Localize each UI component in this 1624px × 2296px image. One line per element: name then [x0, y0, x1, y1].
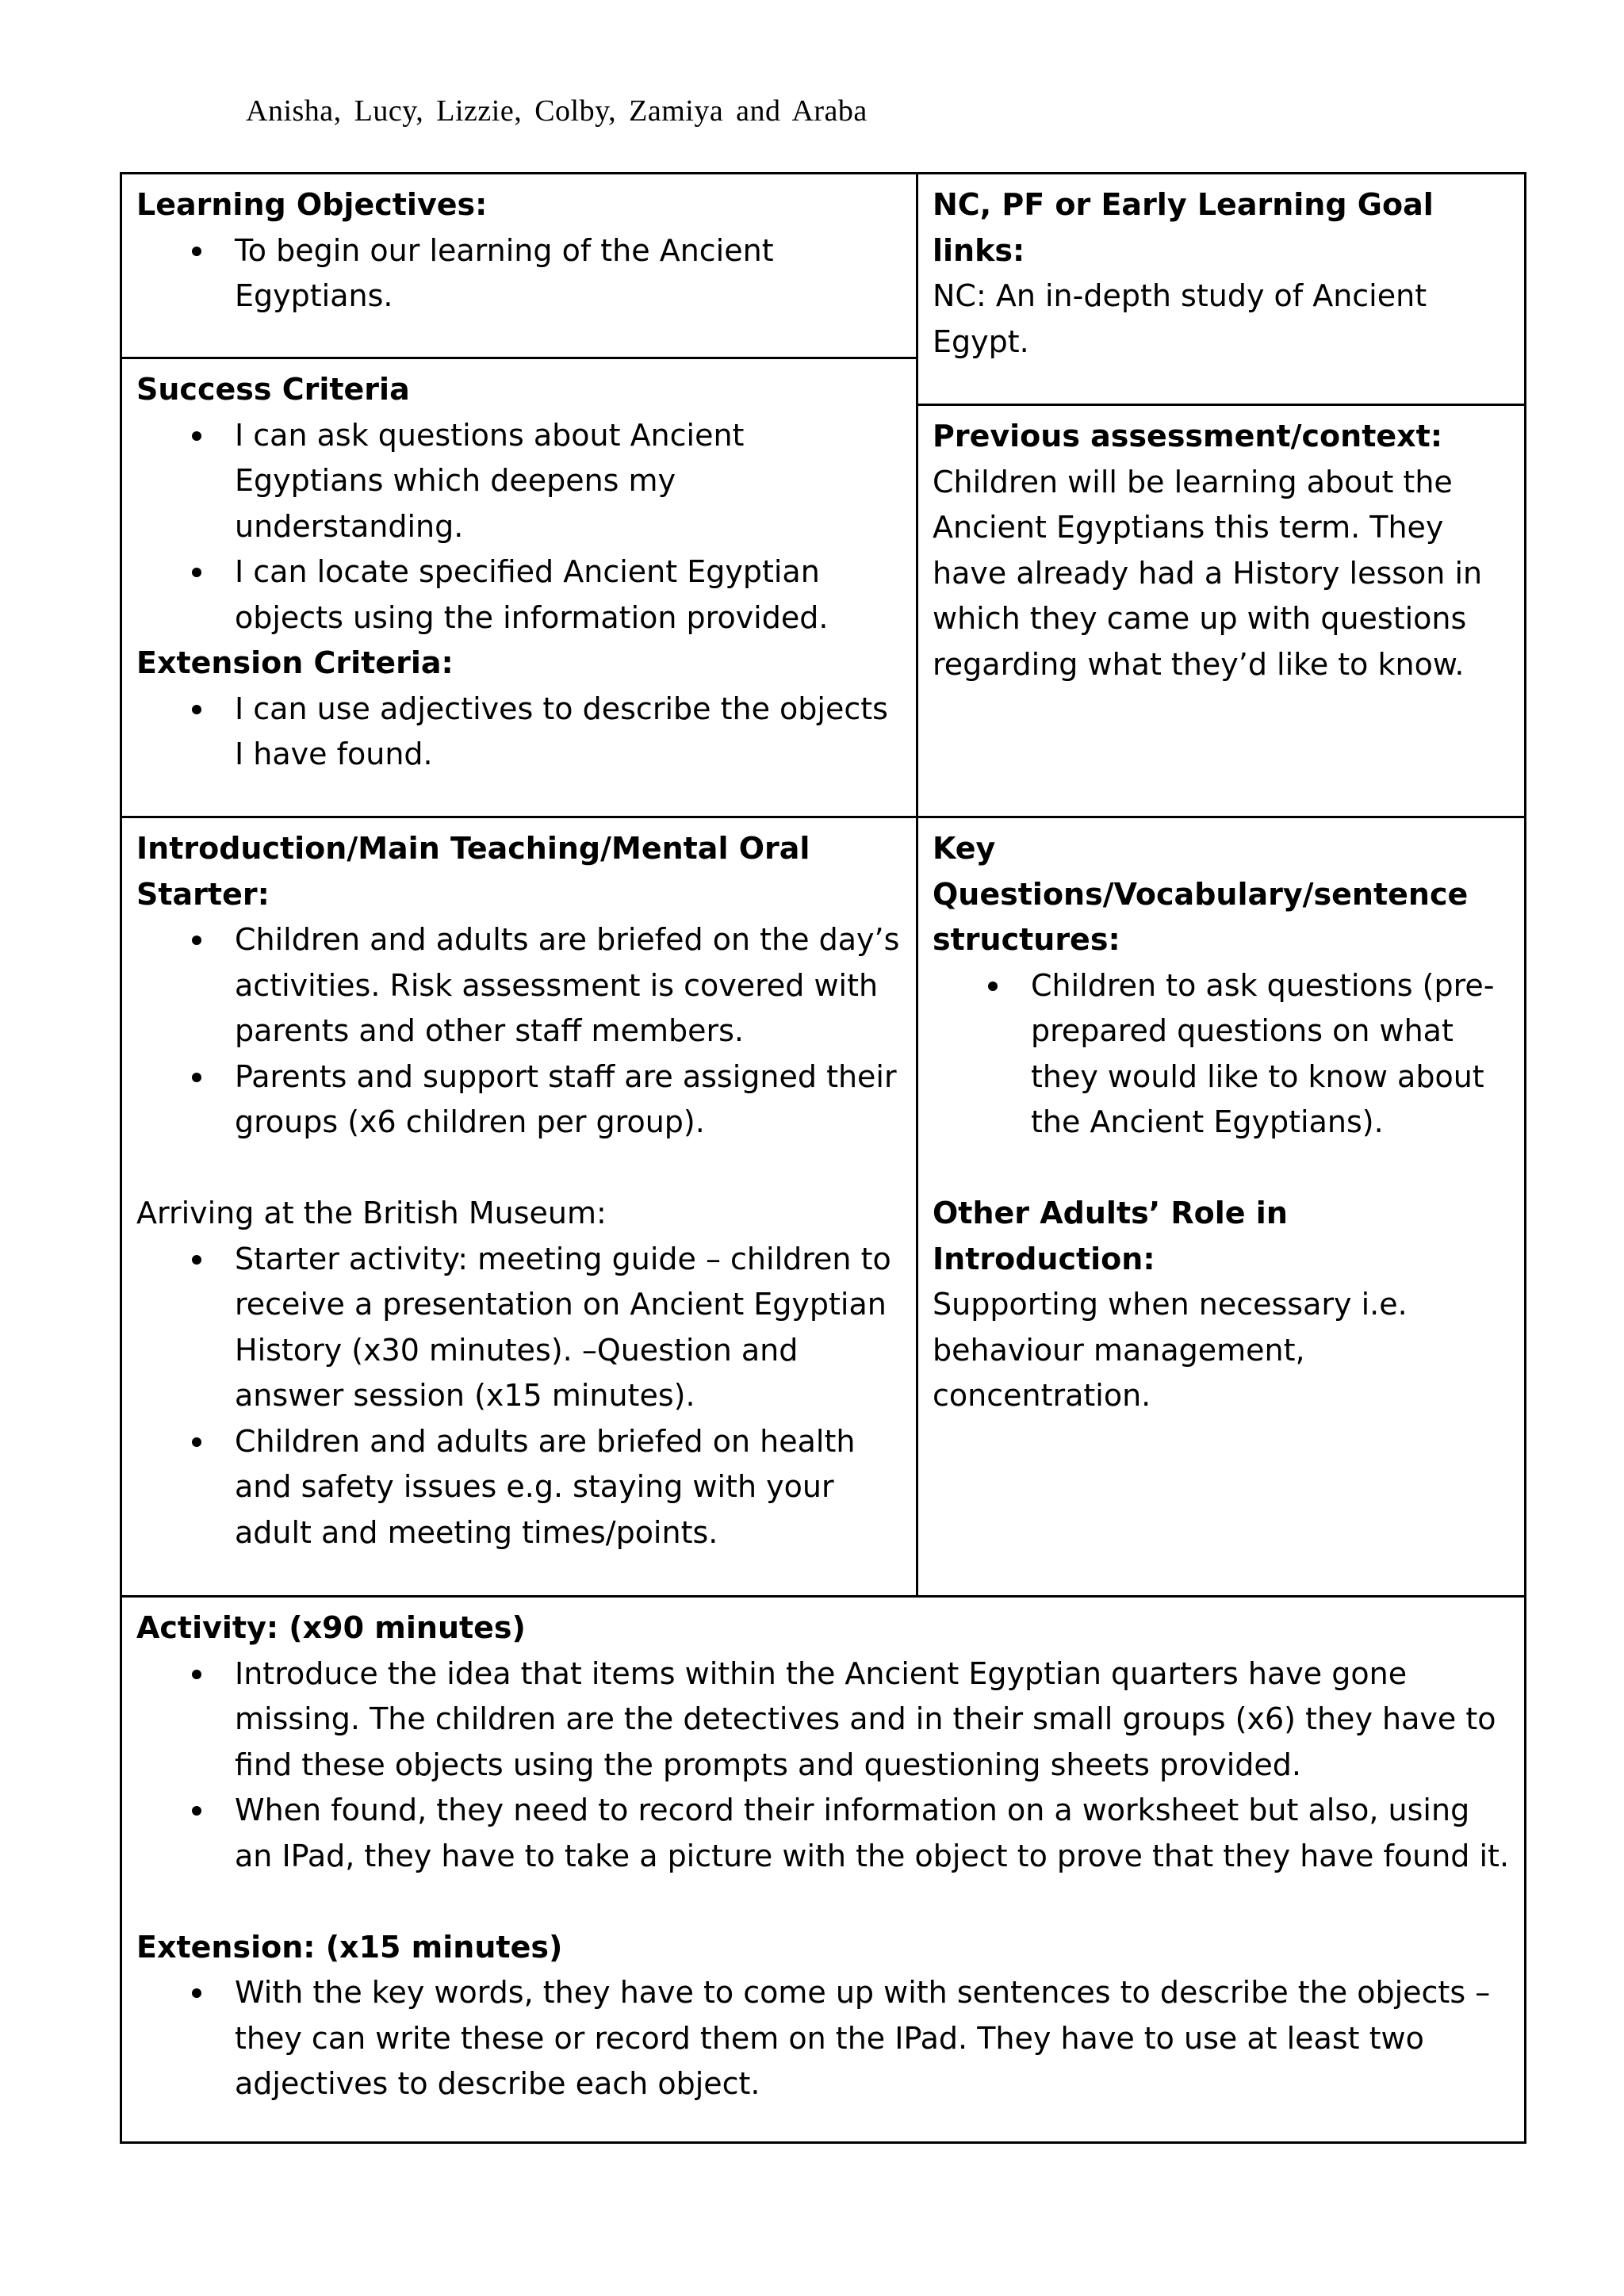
extension-list: [136, 1970, 1510, 2107]
introduction-list: [136, 917, 902, 1146]
museum-arrival-list: [136, 1237, 902, 1556]
museum-arrival-item: Starter activity: meeting guide – children to receive a presentation on Ancient Egyptian History (x30 minutes). –Question and answer session (x15 minutes).: [136, 1237, 902, 1419]
nc-links-text: NC: An in-depth study of Ancient Egypt.: [933, 278, 1427, 359]
learning-objectives-list: [136, 228, 902, 320]
nc-links-heading: NC, PF or Early Learning Goal links:: [933, 187, 1434, 268]
key-questions-heading: Key Questions/Vocabulary/sentence structures:: [933, 831, 1469, 957]
activity-heading: Activity: (x90 minutes): [136, 1610, 526, 1645]
success-criteria-item: I can locate specified Ancient Egyptian objects using the information provided.: [136, 549, 902, 641]
extension-item: With the key words, they have to come up with sentences to describe the objects – they can write these or record them on the IPad. They have to use at least two adjectives to describe each object.: [136, 1970, 1510, 2107]
previous-assessment-cell: [918, 406, 1524, 687]
extension-criteria-item: I can use adjectives to describe the objects I have found.: [136, 687, 902, 778]
table-border-right: [1524, 172, 1526, 2144]
key-questions-cell: [918, 818, 1524, 1419]
learning-objectives-cell: [122, 174, 916, 320]
other-adults-heading: Other Adults’ Role in Introduction:: [933, 1196, 1288, 1276]
success-criteria-heading: Success Criteria: [136, 372, 410, 407]
previous-assessment-heading: Previous assessment/context:: [933, 419, 1443, 453]
activity-item: Introduce the idea that items within the Ancient Egyptian quarters have gone missing. The children are the detectives and in their small groups (x6) they have to find these objects using the prompts and questioning sheets provided.: [136, 1651, 1510, 1789]
introduction-heading: Introduction/Main Teaching/Mental Oral Starter:: [136, 831, 810, 912]
student-names: Anisha, Lucy, Lizzie, Colby, Zamiya and Araba: [246, 94, 868, 128]
key-questions-list: [933, 963, 1510, 1146]
success-criteria-item: I can ask questions about Ancient Egyptians which deepens my understanding.: [136, 413, 902, 550]
key-questions-item: Children to ask questions (pre-prepared questions on what they would like to know about the Ancient Egyptians).: [933, 963, 1510, 1146]
success-criteria-list: [136, 413, 902, 641]
learning-objectives-heading: Learning Objectives:: [136, 187, 488, 222]
museum-arrival-subheading: Arriving at the British Museum:: [136, 1196, 607, 1230]
extension-criteria-heading: Extension Criteria:: [136, 645, 454, 680]
nc-links-cell: [918, 174, 1524, 365]
success-criteria-cell: [122, 359, 916, 778]
extension-criteria-list: [136, 687, 902, 778]
activity-list: [136, 1651, 1510, 1880]
museum-arrival-item: Children and adults are briefed on health and safety issues e.g. staying with your adult and meeting times/points.: [136, 1419, 902, 1556]
activity-item: When found, they need to record their information on a worksheet but also, using an IPad, they have to take a picture with the object to prove that they have found it.: [136, 1788, 1510, 1879]
activity-cell: [122, 1598, 1524, 2107]
table-border-bottom: [120, 2141, 1526, 2144]
introduction-item: Parents and support staff are assigned their groups (x6 children per group).: [136, 1054, 902, 1146]
learning-objective-item: To begin our learning of the Ancient Egyptians.: [136, 228, 902, 320]
previous-assessment-text: Children will be learning about the Ancient Egyptians this term. They have already had a History lesson in which they came up with questions regarding what they’d like to know.: [933, 464, 1483, 682]
introduction-cell: [122, 818, 916, 1556]
introduction-item: Children and adults are briefed on the day’s activities. Risk assessment is covered with parents and other staff members.: [136, 917, 902, 1054]
extension-heading: Extension: (x15 minutes): [136, 1929, 563, 1965]
other-adults-text: Supporting when necessary i.e. behaviour management, concentration.: [933, 1287, 1408, 1413]
